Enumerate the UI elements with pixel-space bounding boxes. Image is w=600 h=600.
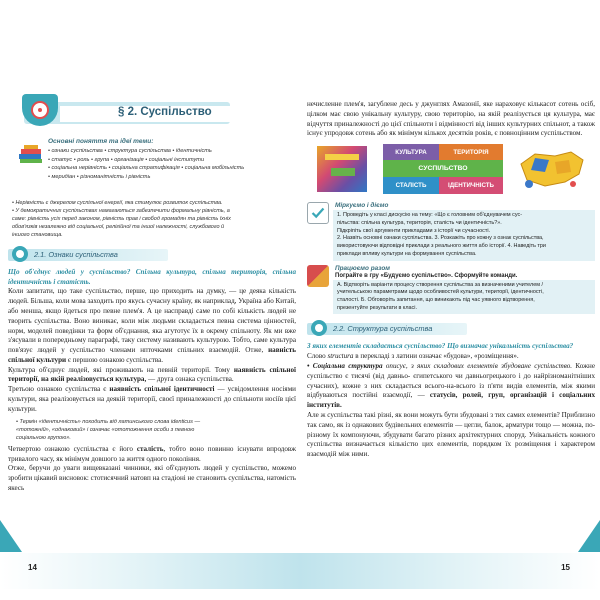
left-page [8,94,296,494]
task-think-and-act [307,202,595,260]
paragraph-definition: • Соціальна структура описує, з яких складових елементів збудоване суспільство. Кожне суспільство є тисячі (від давньо- єгипетського чи давньогрецького і до найрізноманітніших сучасних), кожне з них складається всього-на-всього із п'яти видів елементів, між якими відбуваються постійні взаємодії, — статусів, ролей, груп, організацій і соціальних інститутів. [307,362,595,410]
diagram-cell-stability: СТАЛІСТЬ [383,177,439,194]
section-header [8,94,296,134]
task-title: Працюємо разом [335,264,390,272]
task-work-together [307,265,595,315]
page-number: 14 [28,563,37,572]
key-question: Що об'єднує людей у суспільство? Спільна культура, спільна територія, спільна ідентичність і статість. [8,267,296,286]
task-box: А. Відтворіть варіанти процесу створення суспільства за визначеними учителем / учительською параметрами щодо особливостей культури, території, ідентичності, сталості. Б. Обговоріть запитання, що виникають під час уявного відтворення, презентуйте результати в класі. [333,280,595,315]
corner-decoration [578,520,600,552]
subsection-header-2-2: 2.2. Структура суспільства [307,320,595,338]
task-box: 1. Проведіть у класі дискусію на тему: «Що є головним об'єднувачем сус- пільства: спільна культура, територія, сталість чи ідентичність?». Підкріпіть свої аргументи прикладами з історії чи сучасності. 2. Назвіть основні ознаки суспільства. 3. Розкажіть про кожну з ознак суспільства, використовуючи відповідні приклади з реального життя або історії. 4. Наведіть три приклади впливу культури на формування суспільства. [333,210,595,260]
map-puzzle-image [515,146,587,192]
section-title: § 2. Суспільство [118,106,212,118]
concept-line: • соціальна нерівність • соціальна стратифікація • соціальна мобільність [48,165,245,172]
society-signs-diagram [383,144,503,194]
books-icon [18,144,44,164]
concept-line: • ознаки суспільства • структура суспільства • ідентичність [48,148,212,154]
term-note: • Термін «ідентичність» походить від латинського слова identicus — «тотожній», «однаковий» і означає «ототожнення особи з певною соціальною групою». [16,418,201,441]
paragraph-4: Четвертою ознакою суспільства є його сталість, тобто воно повинно існувати впродовж тривалого часу, як мінімум довшого за життя одного покоління. [8,444,296,463]
key-concepts [18,138,296,196]
diagram-cell-identity: ІДЕНТИЧНІСТЬ [439,177,503,194]
concept-line: • меридіан • різноманітність і рівність [48,173,151,180]
corner-decoration [0,520,22,552]
diagram-cell-culture: КУЛЬТУРА [383,144,439,160]
paragraph-2: Культура об'єднує людей, які проживають на певній території. Тому наявність спільної території, на якій реалізовується культура, — друга ознака суспільства. [8,365,296,384]
mosaic-image [317,146,367,192]
concepts-heading: Основні поняття та ідеї теми: [48,138,154,145]
key-question: З яких елементів складається суспільство? Що визначає унікальність суспільства? [307,342,574,351]
paragraph-3: Третьою ознакою суспільства є наявність спільної ідентичності — усвідомлення носіями культури, яка реалізовується на деякій території, своєї приналежності до спільноти носіїв цієї культури. [8,385,296,413]
task-title: Міркуємо і діємо [335,202,389,210]
footer-left [0,553,300,589]
bullet-circle-icon [12,246,28,262]
paragraph-1: Коли запитати, що таке суспільство, перше, що приходить на думку, — це деяка кількість людей. Більша, коли мова заходить про якусь сучасну країну, як наприклад, Україна або Китай, або менша, якщо йдеться про певне плем'я. А це насправді саме по собі кількість людей не творить суспільства. Воно виникає, коли між людьми складається певна система цінностей, норм, моделей поведінки та форм об'єднання, яка агутотує їх в окрему спільноту. Як ми вже з'ясували в попередньому параграфі, таку систему називають культурою. Тобто, саме культура пов'язує людей у суспільство членами нпточками спільних взаємодій. Отже, навність спільної культури є першою ознакою суспільства. [8,287,297,364]
paragraph-continued: нечисленне плем'я, загублене десь у джунглях Амазонії, яке нараховує кількасот сотень осіб, цілком має свою унікальну культуру, свою територію, на якій реалізується ця культура, має відчуття приналежності до цієї спільноти і відмінності від інших культурних спільнот, а також існує упродовж сотень або як мінімум кількох десятків років, є повноцінним суспільством. [307,100,595,138]
subsection-header-2-1: 2.1. Ознаки суспільства [8,246,296,264]
notes-block: • Нерівність є джерелом суспільної енергії, яка стимулює розвиток суспільства. • У демократичних суспільствах намагаються забезпечити формальну рівність, а саме: рівність усіх перед законом, рівність прав і свобод громадян та рівність їхніх обов'язків незалежно від соціальної, релігійної та іншої належності, службового й іншого становища. [12,200,231,238]
right-page [307,100,595,460]
illustration-row [307,142,595,198]
page-number: 15 [561,563,570,572]
puzzle-icon [307,265,329,287]
diagram-cell-territory: ТЕРИТОРІЯ [439,144,503,160]
diagram-cell-society: СУСПІЛЬСТВО [383,160,503,177]
paragraph-5: Отже, беручи до уваги вищевказані чинники, які об'єднують людей у суспільство, можемо зробити цікавий висновок: стотисячний натовп на стадіоні не становить суспільства, натомість якесь [8,464,296,493]
paragraph-last: Але ж суспільства такі різні, як вони можуть бути збудовані з тих самих елементів? Приблизно так само, як із однакових будівельних елементів — цегли, балок, арматури тощо — можна, по- різному їх компонуючи, збудувати багато різних архітектурних споруд. Унікальність кожного суспільства визначається кількістю цих елементів, порядком їх розміщення і характером взаємодій між ними. [307,410,596,459]
paragraph-structura: Слово structura в перекладі з латини означає «будова», «розміщення». [307,352,519,361]
checkmark-icon [307,202,329,224]
footer-right [300,553,600,589]
task-instruction: Пограйте в гру «Будуємо суспільство». Сформуйте команди. [335,272,518,279]
concept-line: • статус • роль • група • організація • соціальні інститути [48,156,205,163]
